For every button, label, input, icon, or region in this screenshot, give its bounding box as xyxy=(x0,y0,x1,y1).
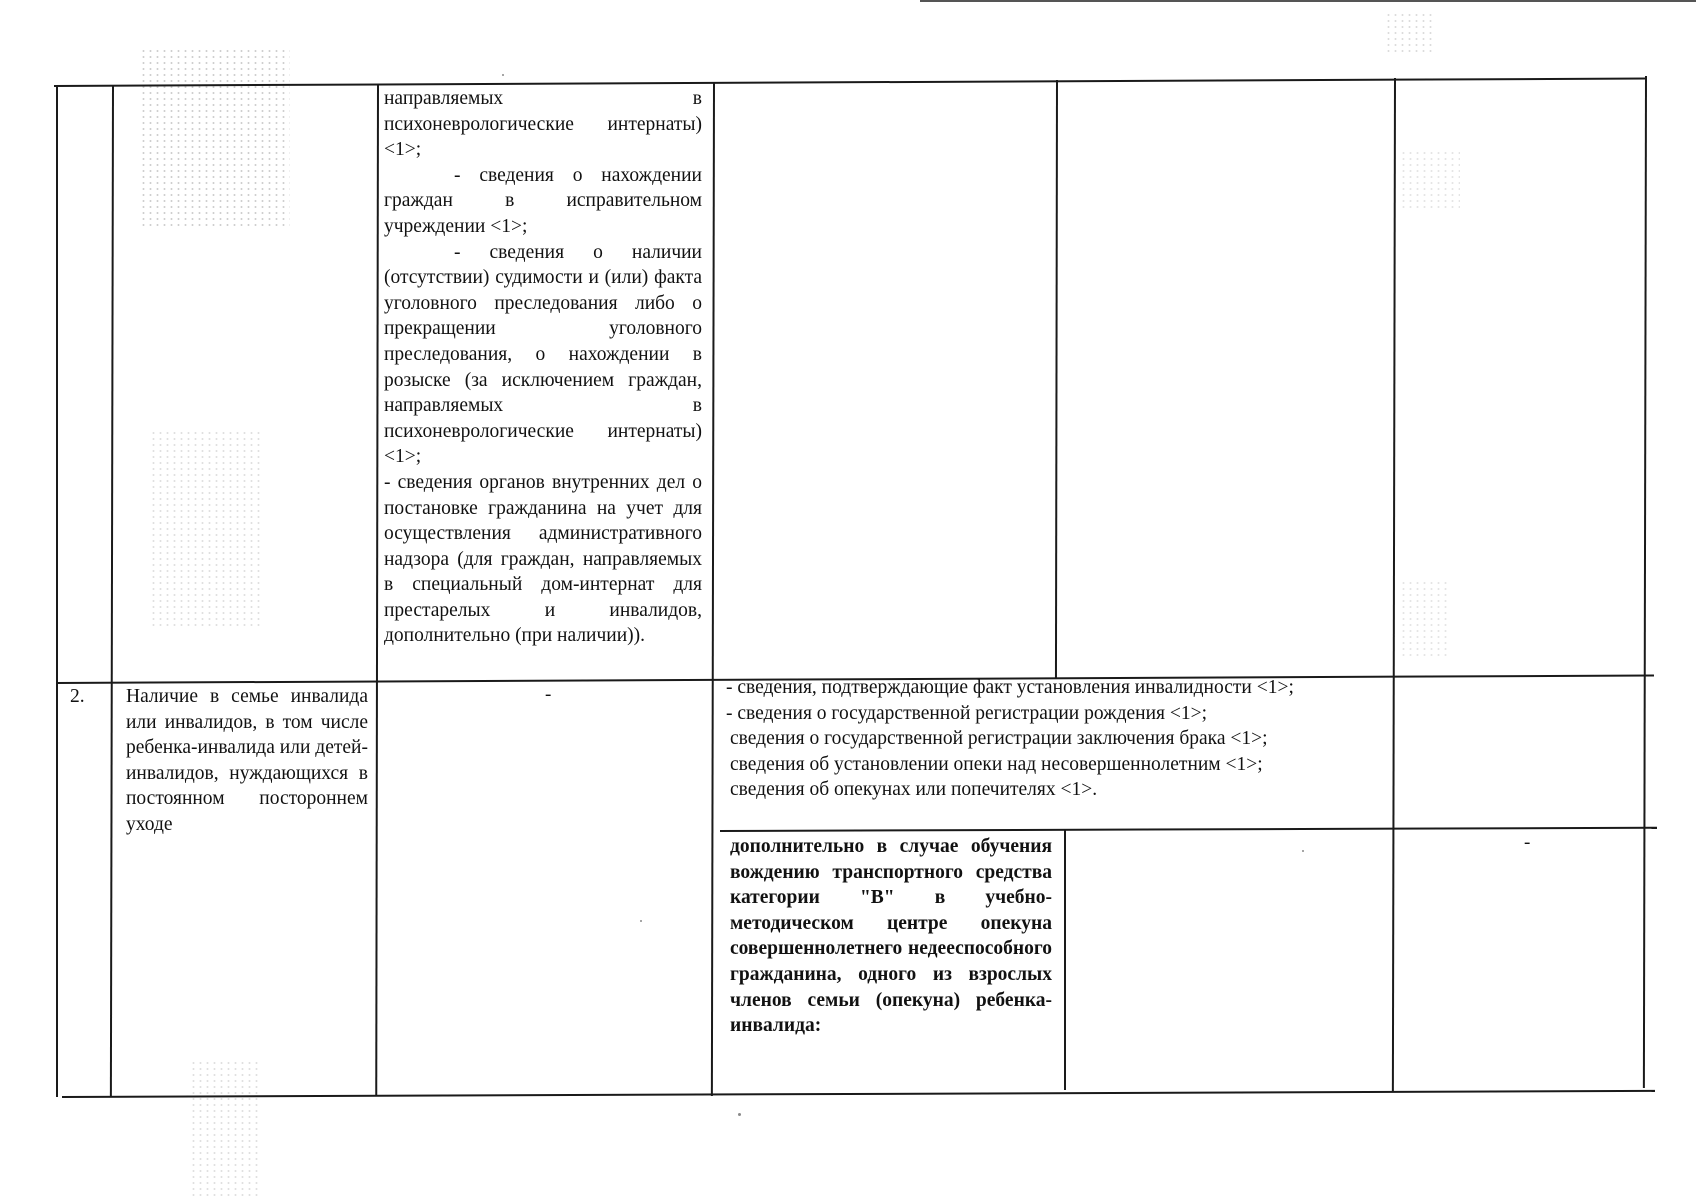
stamp-residue xyxy=(190,1060,260,1200)
table-left-border xyxy=(56,86,58,1097)
condition-cell xyxy=(126,684,368,838)
additional-condition-cell xyxy=(730,834,1052,1039)
document-line-4: сведения об установлении опеки над несовершеннолетним <1>; xyxy=(730,753,1263,775)
last-column-dash: - xyxy=(1524,832,1531,853)
continuation-line-3: - сведения о наличии (отсутствии) судимости и (или) факта уголовного преследования либо о прекращении уголовного преследования, о нахождении в розыске (за исключением граждан, направляемых в психоневрологические интернаты) <1>; xyxy=(384,241,702,468)
scan-edge-line xyxy=(920,0,1696,2)
stamp-residue xyxy=(1385,12,1435,52)
row-number: 2. xyxy=(70,686,85,707)
scan-speck xyxy=(738,1113,741,1116)
additional-condition-text: дополнительно в случае обучения вождению транспортного средства категории "В" в учебно-методическом центре опекуна совершеннолетнего недееспособного гражданина, одного из взрослых членов семьи (опекуна) ребенка-инвалида: xyxy=(730,836,1052,1037)
column3-dash: - xyxy=(545,684,552,705)
stamp-residue xyxy=(140,48,290,228)
scan-speck xyxy=(502,74,504,76)
col-divider-4-upper xyxy=(1055,80,1058,678)
stamp-residue xyxy=(150,430,260,630)
table-bottom-border xyxy=(62,1090,1655,1098)
document-line-3: сведения о государственной регистрации заключения брака <1>; xyxy=(730,728,1268,750)
col-divider-5 xyxy=(1392,78,1396,1092)
document-line-5: сведения об опекунах или попечителях <1>. xyxy=(730,779,1098,801)
col-divider-2 xyxy=(375,84,379,1096)
subrow-divider xyxy=(720,827,1657,832)
continuation-line-1: направляемых в психоневрологические интернаты) <1>; xyxy=(384,88,702,161)
condition-text: Наличие в семье инвалида или инвалидов, в том числе ребенка-инвалида или детей-инвалидов, нуждающихся в постоянном постороннем уходе xyxy=(126,686,368,835)
continuation-documents-cell xyxy=(384,86,702,649)
scan-speck xyxy=(1302,850,1304,852)
scan-speck xyxy=(640,920,642,922)
table-right-border xyxy=(1643,76,1647,1088)
stamp-residue xyxy=(1400,150,1460,210)
document-line-1: - сведения, подтверждающие факт установления инвалидности <1>; xyxy=(726,677,1294,698)
stamp-residue xyxy=(1400,580,1450,660)
documents-cell xyxy=(726,675,1406,803)
continuation-line-4: - сведения органов внутренних дел о постановке гражданина на учет для осуществления административного надзора (для граждан, направляемых в специальный дом-интернат для престарелых и инвалидов, дополнительно (при наличии)). xyxy=(384,471,702,647)
document-line-2: - сведения о государственной регистрации рождения <1>; xyxy=(726,702,1208,724)
continuation-line-2: - сведения о нахождении граждан в исправительном учреждении <1>; xyxy=(384,164,702,237)
table-top-border xyxy=(54,77,1647,87)
col-divider-1 xyxy=(110,86,114,1097)
col-divider-4-lower xyxy=(1064,830,1066,1090)
col-divider-3 xyxy=(711,82,715,1096)
